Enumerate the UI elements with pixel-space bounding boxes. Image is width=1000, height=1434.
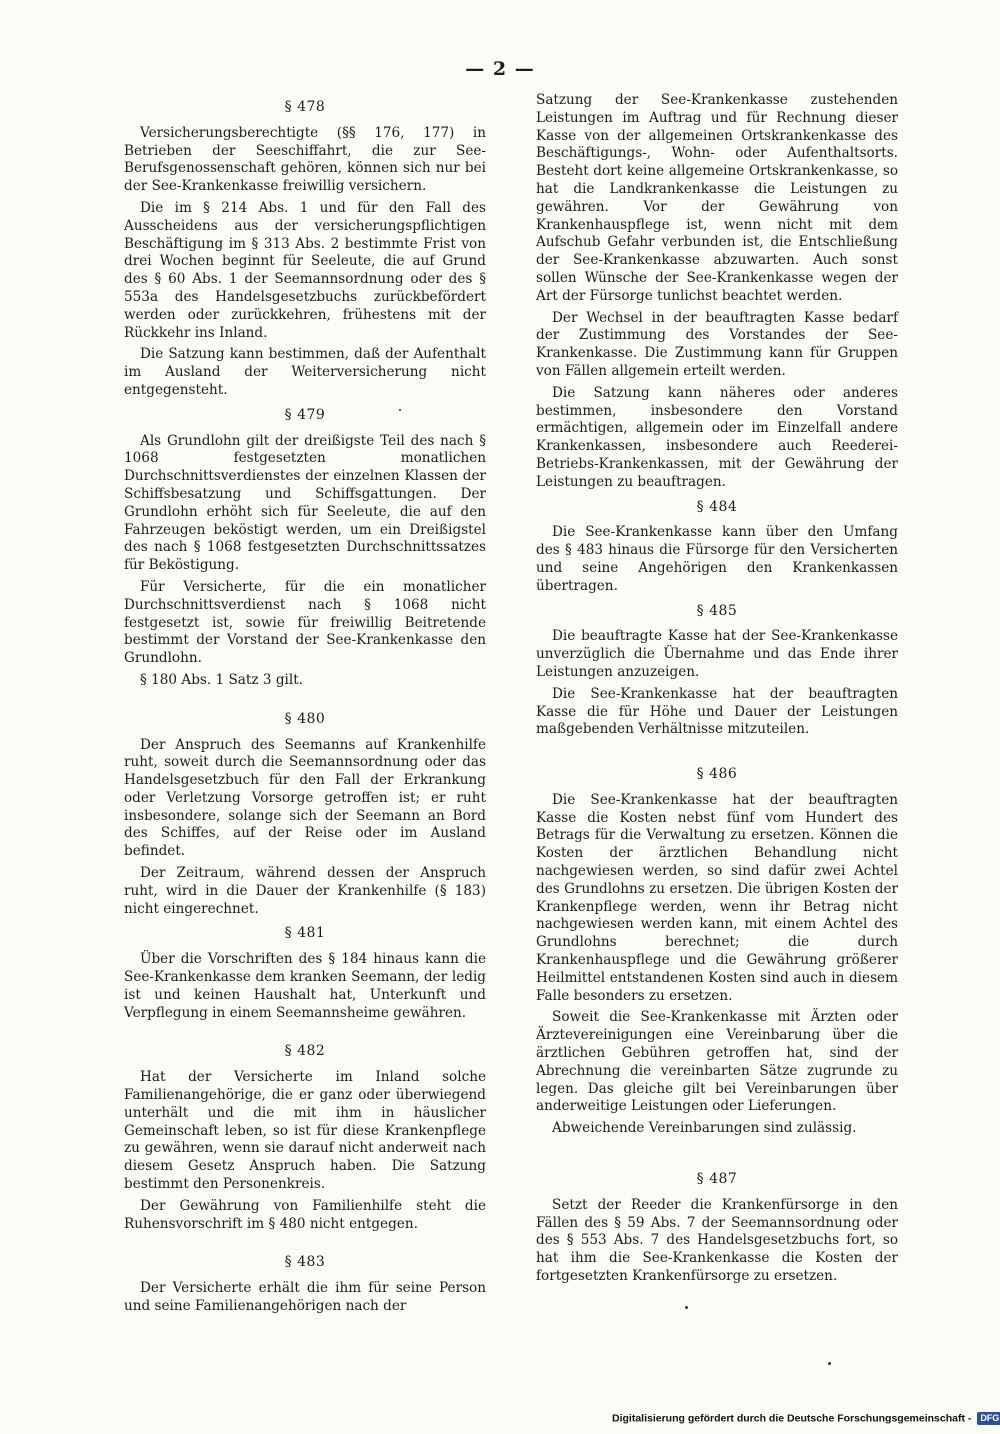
paragraph: Hat der Versicherte im Inland solche Familienangehörige, die er ganz oder überwiegend unterhält und die mit ihm in häuslicher Gemeinschaft leben, so ist für diese Krankenpflege zu gewähren, wenn sie darauf nicht anderweit nach diesem Gesetz Anspruch haben. Die Satzung bestimmt den Personenkreis.: [124, 1069, 486, 1193]
paragraph: Für Versicherte, für die ein monatlicher Durchschnittsverdienst nach § 1068 nicht festgesetzt ist, sowie für freiwillig Beitretende bestimmt der Vorstand der See-Krankenkasse den Grundlohn.: [124, 578, 486, 667]
section-481: [124, 925, 486, 1022]
paragraph: Die im § 214 Abs. 1 und für den Fall des Ausscheidens aus der versicherungspflichtigen Beschäftigung im § 313 Abs. 2 bestimmte Frist von drei Wochen beginnt für Seeleute, die auf Grund des § 60 Abs. 1 der Seemannsordnung oder des § 553a des Handelsgesetzbuchs zurückbefördert werden oder zurückkehren, frühestens mit der Rückkehr ins Inland.: [124, 199, 486, 341]
section-heading: § 479: [284, 406, 326, 423]
paragraph: Die Satzung kann näheres oder anderes bestimmen, insbesondere den Vorstand ermächtigen, allgemein oder im Einzelfall andere Krankenkassen, insbesondere auch Reederei-Betriebs-Krankenkassen, mit der Gewährung der Leistungen zu beauftragen.: [536, 384, 898, 490]
section-heading: § 478: [284, 99, 326, 115]
section-heading: § 482: [284, 1043, 326, 1060]
paragraph: Der Zeitraum, während dessen der Anspruch ruht, wird in die Dauer der Krankenhilfe (§ 183) nicht eingerechnet.: [124, 865, 486, 917]
page-number: — 2 —: [465, 58, 535, 80]
paragraph: Die Satzung kann bestimmen, daß der Aufenthalt im Ausland der Weiterversicherung nicht entgegensteht.: [124, 346, 486, 398]
digitization-footer: [612, 1412, 1000, 1425]
section-heading: § 486: [696, 766, 738, 783]
paragraph: Die beauftragte Kasse hat der See-Krankenkasse unverzüglich die Übernahme und das Ende ihrer Leistungen anzuzeigen.: [536, 628, 898, 680]
paragraph: Abweichende Vereinbarungen sind zulässig.: [552, 1120, 857, 1137]
paragraph: Versicherungsberechtigte (§§ 176, 177) in Betrieben der Seeschiffahrt, die zur See-Berufsgenossenschaft gehören, können sich nur bei der See-Krankenkasse freiwillig versichern.: [124, 124, 486, 195]
paragraph: § 180 Abs. 1 Satz 3 gilt.: [140, 671, 304, 688]
paragraph: Die See-Krankenkasse hat der beauftragten Kasse die Kosten nebst fünf vom Hundert des Betrags für die Verwaltung zu ersetzen. Können die Kosten der ärztlichen Behandlung nicht nachgewiesen werden, so sind dafür zwei Achtel des Grundlohns zu ersetzen. Die übrigen Kosten der Krankenpflege werden, wenn ihr Betrag nicht nachgewiesen werden kann, mit einem Achtel des Grundlohns berechnet; die durch Krankenhauspflege und die Gewährung größerer Heilmittel entstandenen Kosten sind auch in diesem Falle besonders zu ersetzen.: [536, 791, 898, 1004]
section-heading: § 485: [696, 602, 738, 619]
paragraph: Die See-Krankenkasse kann über den Umfang des § 483 hinaus die Fürsorge für den Versicherten und seine Angehörigen den Krankenkassen übertragen.: [536, 524, 898, 594]
scan-speck: [685, 1306, 688, 1309]
paragraph: Der Anspruch des Seemanns auf Krankenhilfe ruht, soweit durch die Seemannsordnung oder das Handelsgesetzbuch für den Fall der Erkrankung oder Verletzung Vorsorge getroffen ist; er ruht insbesondere, solange sich der Seemann an Bord des Schiffes, auf der Reise oder im Ausland befindet.: [124, 736, 486, 860]
scan-speck: [399, 409, 401, 411]
paragraph: Die See-Krankenkasse hat der beauftragten Kasse die für Höhe und Dauer der Leistungen maßgebenden Verhältnisse mitzuteilen.: [536, 685, 898, 738]
paragraph: Der Wechsel in der beauftragten Kasse bedarf der Zustimmung des Vorstandes der See-Krankenkasse. Die Zustimmung kann für Gruppen von Fällen allgemein erteilt werden.: [536, 309, 898, 379]
section-heading: § 483: [284, 1254, 326, 1271]
scan-speck: [828, 1362, 831, 1365]
section-heading: § 487: [696, 1171, 738, 1188]
section-483-continued: [536, 92, 898, 492]
paragraph: Satzung der See-Krankenkasse zustehenden Leistungen im Auftrag und für Rechnung dieser Kasse von der allgemeinen Ortskrankenkasse des Beschäftigungs-, Wohn- oder Aufenthaltsorts. Besteht dort keine allgemeine Ortskrankenkasse, so hat die Landkrankenkasse die Leistungen zu gewähren. Vor der Gewährung von Krankenhauspflege ist, wenn nicht mit dem Aufschub Gefahr verbunden ist, die Entschließung der See-Krankenkasse abzuwarten. Auch sonst sollen Wünsche der See-Krankenkasse wegen der Art der Fürsorge tunlichst beachtet werden.: [536, 92, 898, 304]
section-486: [536, 766, 898, 1138]
footer-text: Digitalisierung gefördert durch die Deutsche Forschungsgemeinschaft -: [612, 1412, 972, 1425]
section-483: [124, 1254, 486, 1315]
dfg-logo-icon: DFG: [977, 1412, 1000, 1425]
section-482: [124, 1043, 486, 1233]
section-478: [124, 99, 486, 400]
section-485: [536, 603, 898, 740]
section-heading: § 481: [284, 925, 326, 942]
section-479: [124, 407, 486, 690]
section-487: [536, 1171, 898, 1286]
section-heading: § 484: [696, 498, 738, 515]
section-480: [124, 711, 486, 919]
paragraph: Der Gewährung von Familienhilfe steht die Ruhensvorschrift im § 480 nicht entgegen.: [124, 1197, 486, 1232]
paragraph: Soweit die See-Krankenkasse mit Ärzten oder Ärztevereinigungen eine Vereinbarung über die ärztlichen Gebühren getroffen hat, sind der Abrechnung die vereinbarten Sätze zugrunde zu legen. Das gleiche gilt bei Vereinbarungen über anderweitige Leistungen oder Lieferungen.: [536, 1009, 898, 1115]
section-484: [536, 499, 898, 596]
paragraph: Setzt der Reeder die Krankenfürsorge in den Fällen des § 59 Abs. 7 der Seemannsordnung oder des § 553 Abs. 7 des Handelsgesetzbuchs fort, so hat ihm die See-Krankenkasse die Kosten der fortgesetzten Krankenfürsorge zu ersetzen.: [536, 1196, 898, 1285]
paragraph: Der Versicherte erhält die ihm für seine Person und seine Familienangehörigen nach der: [124, 1280, 486, 1315]
right-column: [536, 92, 898, 1290]
left-column: [124, 92, 486, 1320]
paragraph: Als Grundlohn gilt der dreißigste Teil des nach § 1068 festgesetzten monatlichen Durchschnittsverdienstes der einzelnen Klassen der Schiffsbesatzung und Schiffsgattungen. Der Grundlohn erhöht sich für Seeleute, die auf den Fahrzeugen beköstigt werden, um ein Dreißigstel des nach § 1068 festgesetzten Durchschnittssatzes für Beköstigung.: [124, 432, 486, 574]
paragraph: Über die Vorschriften des § 184 hinaus kann die See-Krankenkasse dem kranken Seemann, der ledig ist und keinen Haushalt hat, Unterkunft und Verpflegung in einem Seemannsheime gewähren.: [124, 951, 486, 1021]
section-heading: § 480: [284, 710, 326, 727]
